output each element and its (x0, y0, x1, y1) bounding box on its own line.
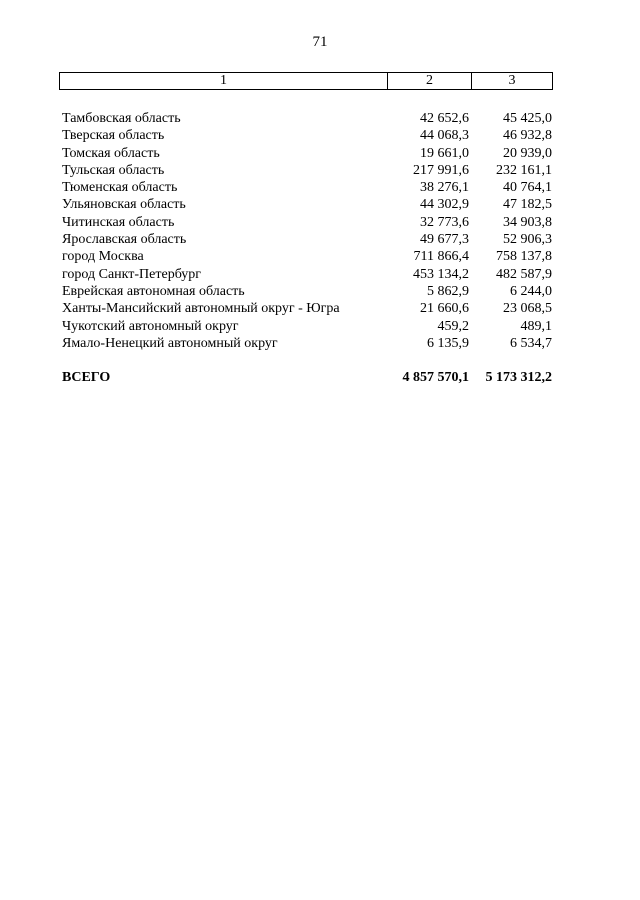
table-row (62, 300, 552, 317)
region-name: Ямало-Ненецкий автономный округ (62, 335, 278, 351)
value-col-3: 232 161,1 (496, 162, 552, 178)
value-col-2: 5 862,9 (427, 283, 469, 299)
value-col-3: 482 587,9 (496, 266, 552, 282)
header-col-1: 1 (60, 73, 388, 89)
region-name: Тверская область (62, 128, 165, 144)
value-col-3: 6 534,7 (510, 335, 552, 351)
table-row (62, 127, 552, 144)
value-col-3: 6 244,0 (510, 283, 552, 299)
total-label: ВСЕГО (62, 370, 111, 385)
value-col-2: 459,2 (437, 318, 469, 334)
region-name: Тульская область (62, 162, 165, 178)
total-value-col-2: 4 857 570,1 (402, 370, 469, 385)
region-name: Еврейская автономная область (62, 283, 245, 299)
value-col-3: 20 939,0 (503, 145, 552, 161)
value-col-2: 44 068,3 (420, 128, 469, 144)
value-col-3: 46 932,8 (503, 128, 552, 144)
value-col-2: 32 773,6 (420, 214, 469, 230)
value-col-2: 217 991,6 (413, 162, 469, 178)
table-row (62, 214, 552, 231)
table-row (62, 266, 552, 283)
region-name: Ульяновская область (62, 197, 186, 213)
value-col-2: 453 134,2 (413, 266, 469, 282)
value-col-2: 19 661,0 (420, 145, 469, 161)
table-row (62, 145, 552, 162)
value-col-2: 21 660,6 (420, 301, 469, 317)
region-name: Чукотский автономный округ (62, 318, 239, 334)
region-name: город Москва (62, 249, 144, 265)
region-name: город Санкт-Петербург (62, 266, 202, 282)
table-row (62, 196, 552, 213)
value-col-2: 49 677,3 (420, 232, 469, 248)
value-col-2: 44 302,9 (420, 197, 469, 213)
value-col-2: 711 866,4 (413, 249, 469, 265)
region-name: Тамбовская область (62, 111, 181, 126)
page-number: 71 (312, 34, 328, 50)
value-col-3: 23 068,5 (503, 301, 552, 317)
value-col-3: 489,1 (520, 318, 552, 334)
table-body (62, 110, 552, 352)
value-col-2: 6 135,9 (427, 335, 469, 351)
value-col-3: 758 137,8 (496, 249, 552, 265)
table-row (62, 248, 552, 265)
table-header (59, 72, 553, 90)
region-name: Читинская область (62, 214, 175, 230)
value-col-3: 52 906,3 (503, 232, 552, 248)
value-col-3: 40 764,1 (503, 180, 552, 196)
table-row (62, 318, 552, 335)
value-col-2: 42 652,6 (420, 111, 469, 126)
table-row (62, 283, 552, 300)
value-col-3: 34 903,8 (503, 214, 552, 230)
region-name: Ханты-Мансийский автономный округ - Югра (62, 301, 340, 317)
header-col-2: 2 (388, 73, 472, 89)
table-row (62, 162, 552, 179)
table-row (62, 335, 552, 352)
value-col-3: 45 425,0 (503, 111, 552, 126)
table-row (62, 179, 552, 196)
region-name: Томская область (62, 145, 160, 161)
table-row (62, 110, 552, 127)
table-row (62, 231, 552, 248)
total-row (62, 369, 552, 386)
total-value-col-3: 5 173 312,2 (485, 370, 552, 385)
value-col-2: 38 276,1 (420, 180, 469, 196)
region-name: Тюменская область (62, 180, 178, 196)
region-name: Ярославская область (62, 232, 187, 248)
header-col-3: 3 (508, 73, 516, 88)
value-col-3: 47 182,5 (503, 197, 552, 213)
